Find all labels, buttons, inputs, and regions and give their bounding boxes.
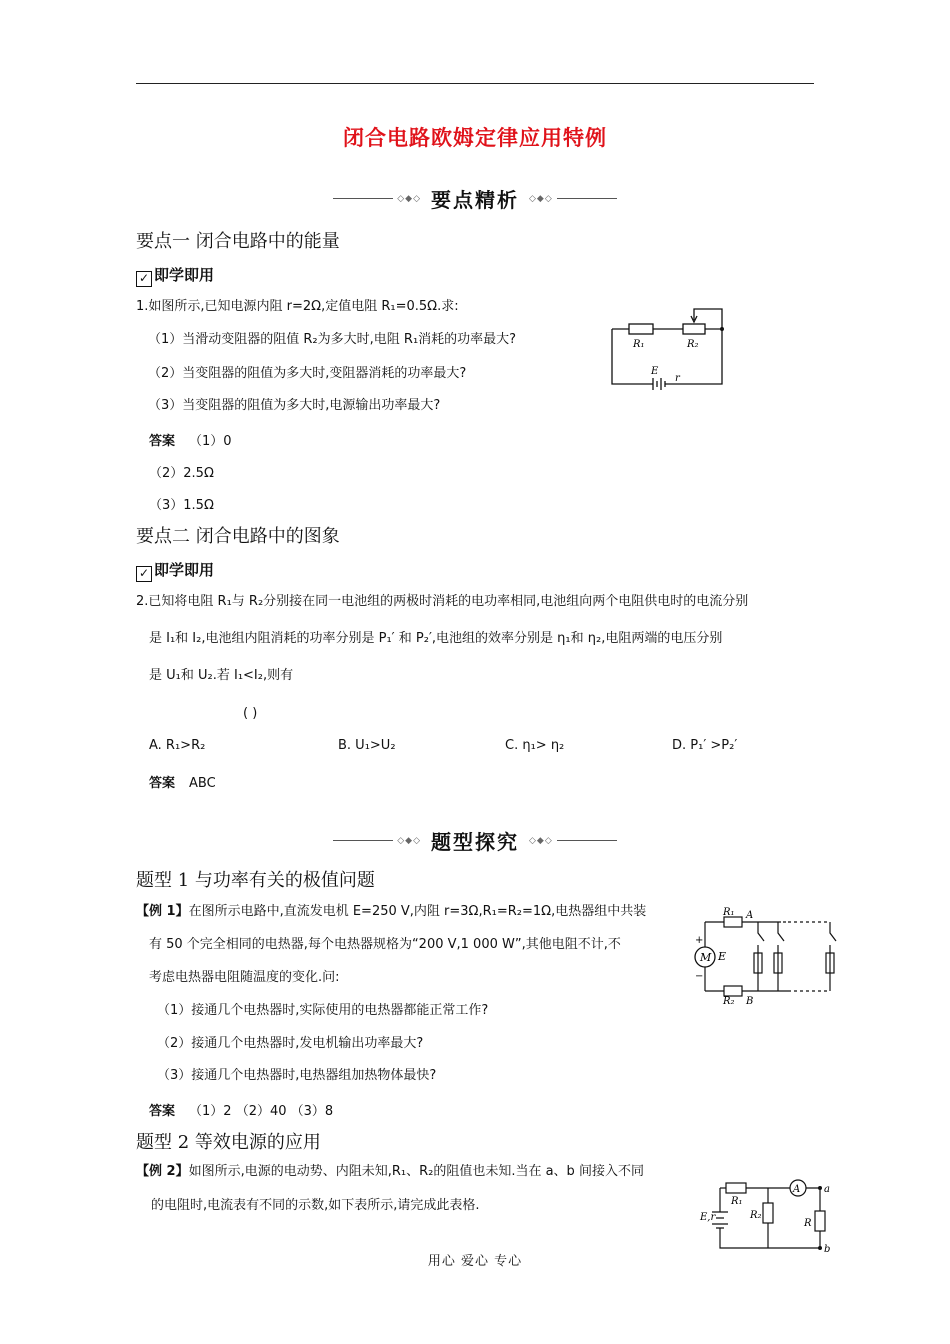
example1-line3: 考虑电热器电阻随温度的变化.问:	[149, 970, 340, 985]
banner-line	[333, 840, 393, 841]
q2-blank: ( )	[243, 706, 258, 721]
q2-line3: 是 U₁和 U₂.若 I₁<I₂,则有	[149, 668, 294, 683]
q2-line1: 2.已知将电阻 R₁与 R₂分别接在同一电池组的两极时消耗的电功率相同,电池组向两个电阻供电时的电流分别	[136, 594, 749, 609]
label-r: R	[804, 1218, 812, 1229]
diamond-ornament-icon: ◇◆◇	[529, 193, 553, 204]
label-r1: R₁	[633, 339, 645, 350]
terminal-b: b	[824, 1244, 831, 1254]
diamond-ornament-icon: ◇◆◇	[397, 835, 421, 846]
label-r2: R₂	[750, 1210, 762, 1221]
label-e: E	[651, 366, 659, 377]
q1-circuit-figure	[605, 302, 730, 392]
section-heading-2: 要点二 闭合电路中的图象	[136, 526, 340, 547]
q2-answer: 答案 ABC	[149, 776, 216, 791]
label-e: E	[718, 950, 727, 963]
practice-label-1: ✓ 即学即用	[136, 264, 214, 287]
q2-line2: 是 I₁和 I₂,电池组内阻消耗的功率分别是 P₁′ 和 P₂′,电池组的效率分别是 η₁和 η₂,电阻两端的电压分别	[149, 631, 723, 646]
terminal-a: a	[824, 1184, 830, 1195]
banner-line	[557, 840, 617, 841]
example1-line1: 【例 1】在图所示电路中,直流发电机 E=250 V,内阻 r=3Ω,R₁=R₂=1Ω,电热器组中共装	[136, 904, 647, 919]
q1-sub1: （1）当滑动变阻器的阻值 R₂为多大时,电阻 R₁消耗的功率最大?	[148, 332, 517, 347]
example1-circuit-figure	[690, 905, 840, 1005]
q2-option-b: B. U₁>U₂	[338, 738, 396, 753]
banner-question-types	[0, 826, 950, 855]
q2-option-a: A. R₁>R₂	[149, 738, 206, 753]
motor-label: M	[700, 951, 712, 964]
q1-answer-2: （2）2.5Ω	[149, 466, 214, 481]
example1-sub3: （3）接通几个电热器时,电热器组加热物体最快?	[157, 1068, 437, 1083]
label-er: E,r	[700, 1212, 716, 1223]
q2-option-d: D. P₁′ >P₂′	[672, 738, 738, 753]
q1-sub3: （3）当变阻器的阻值为多大时,电源输出功率最大?	[148, 398, 441, 413]
q1-answer-3: （3）1.5Ω	[149, 498, 214, 513]
diamond-ornament-icon: ◇◆◇	[529, 835, 553, 846]
banner-text: 题型探究	[431, 830, 519, 854]
page-footer: 用心 爱心 专心	[427, 1254, 523, 1269]
banner-line	[333, 198, 393, 199]
banner-text: 要点精析	[431, 188, 519, 212]
example2-circuit-figure	[698, 1176, 840, 1254]
q1-sub2: （2）当变阻器的阻值为多大时,变阻器消耗的功率最大?	[148, 366, 467, 381]
type2-heading: 题型 2 等效电源的应用	[136, 1132, 321, 1153]
label-r: r	[675, 373, 680, 384]
label-r2: R₂	[687, 339, 699, 350]
label-r1: R₁	[723, 907, 735, 918]
document-title: 闭合电路欧姆定律应用特例	[343, 126, 607, 150]
label-a: A	[746, 910, 754, 921]
label-b: B	[746, 996, 754, 1005]
practice-label-2: ✓ 即学即用	[136, 559, 214, 582]
checkbox-icon: ✓	[136, 271, 152, 287]
banner-key-points	[0, 184, 950, 213]
example2-line1: 【例 2】如图所示,电源的电动势、内阻未知,R₁、R₂的阻值也未知.当在 a、b 间接入不同	[136, 1164, 644, 1179]
banner-line	[557, 198, 617, 199]
type1-heading: 题型 1 与功率有关的极值问题	[136, 870, 375, 891]
plus-sign: +	[695, 935, 704, 946]
label-r2: R₂	[723, 996, 735, 1005]
diamond-ornament-icon: ◇◆◇	[397, 193, 421, 204]
section-heading-1: 要点一 闭合电路中的能量	[136, 231, 340, 252]
example1-line2: 有 50 个完全相同的电热器,每个电热器规格为“200 V,1 000 W”,其他电阻不计,不	[149, 937, 621, 952]
example1-sub2: （2）接通几个电热器时,发电机输出功率最大?	[157, 1036, 424, 1051]
checkbox-icon: ✓	[136, 566, 152, 582]
minus-sign: −	[695, 971, 704, 982]
q2-option-c: C. η₁> η₂	[505, 738, 565, 753]
example2-line2: 的电阻时,电流表有不同的示数,如下表所示,请完成此表格.	[151, 1198, 480, 1213]
ammeter-label: A	[793, 1184, 801, 1195]
label-r1: R₁	[731, 1196, 743, 1207]
example1-answer: 答案 （1）2 （2）40 （3）8	[149, 1104, 334, 1119]
example1-sub1: （1）接通几个电热器时,实际使用的电热器都能正常工作?	[157, 1003, 489, 1018]
q1-stem: 1.如图所示,已知电源内阻 r=2Ω,定值电阻 R₁=0.5Ω.求:	[136, 299, 459, 314]
header-rule	[136, 83, 814, 84]
q1-answer: 答案 （1）0	[149, 434, 232, 449]
